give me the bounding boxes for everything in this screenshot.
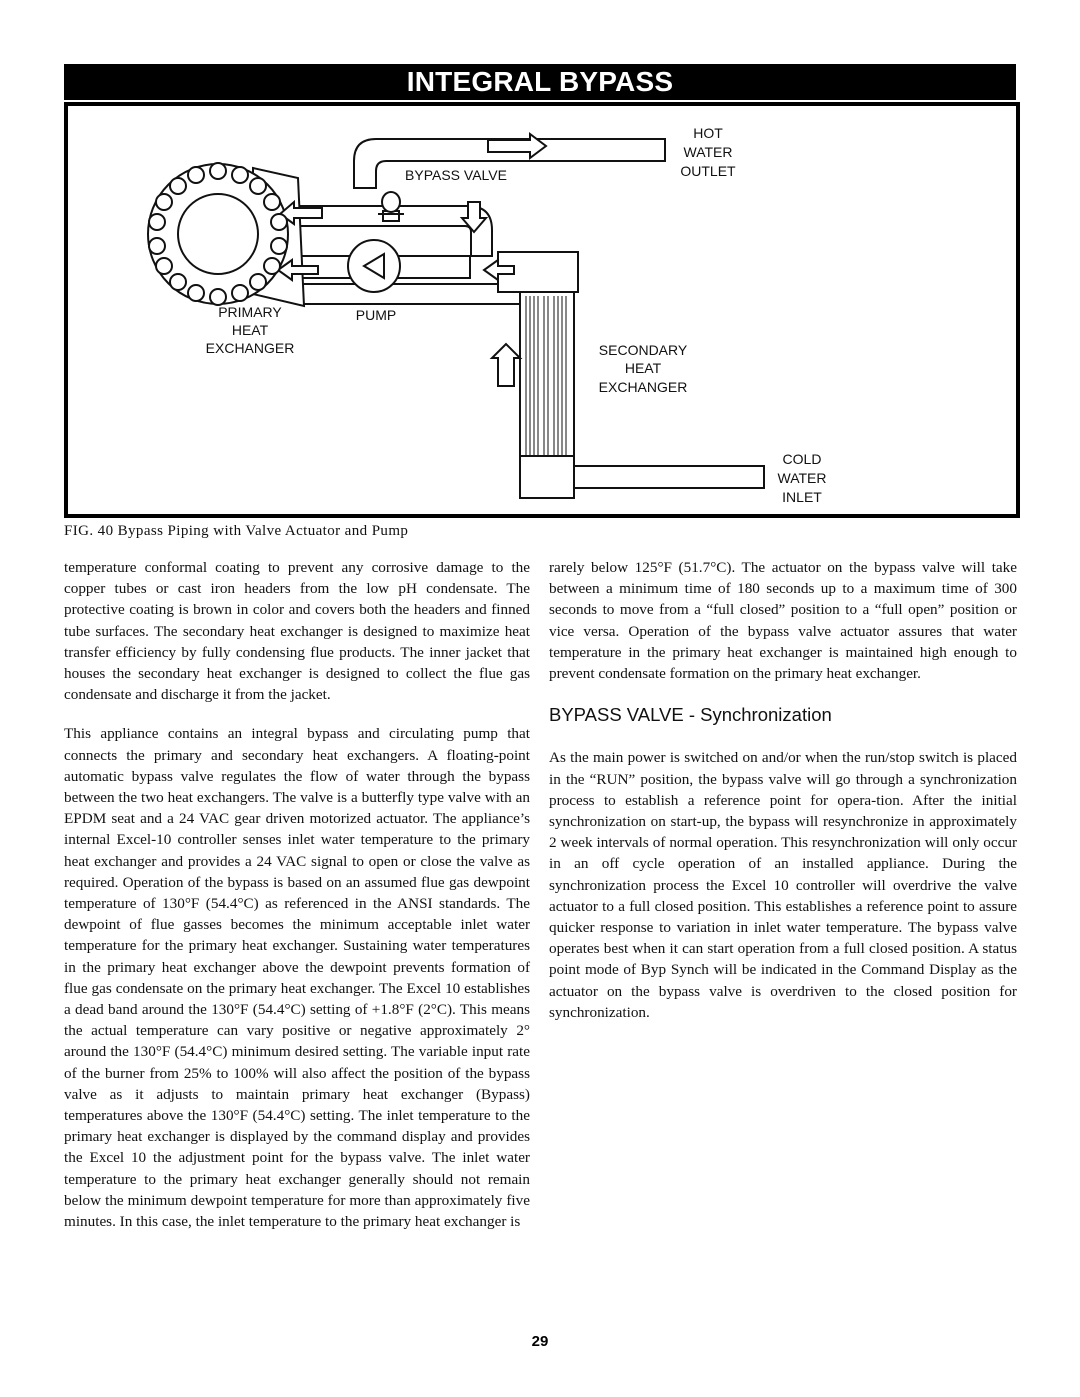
secondary-heat-exchanger-label-1: SECONDARY xyxy=(598,342,688,358)
left-paragraph-2: This appliance contains an integral bypass and circulating pump that connects the primary and secondary heat exchangers. A floating-point automatic bypass valve regulates the flow of water through the bypass between the two heat exchangers. The valve is a butterfly type valve with an EPDM seat and a 24 VAC gear driven motorized actuator. The appliance’s internal Excel-10 controller senses inlet water temperature to the primary heat exchanger and provides a 24 VAC signal to open or close the valve as required. Operation of the bypass is based on an assumed flue gas dewpoint temperature of 130°F (54.4°C) as referenced in the ANSI standards. The dewpoint of flue gasses becomes the minimum acceptable inlet water temperature for the primary heat exchanger. Sustaining water temperatures in the primary heat exchanger above the dewpoint prevents formation of flue gas condensate on the primary heat exchanger. The Excel 10 establishes a dead band around the 130°F (54.4°C) setting of +1.8°F (2°C). This means the actual temperature can vary positive or negative approximately 2° around the 130°F (54.4°C) minimum desired setting. The variable input rate of the burner from 25% to 100% will also affect the position of the bypass valve as it adjusts to maintain primary heat exchanger (Bypass) temperatures above the 130°F (54.4°C) setting. The inlet temperature to the primary heat exchanger is displayed by the command display and provides the Excel 10 the adjustment point for the bypass valve. The inlet water temperature to the primary heat exchanger generally should not remain below the minimum dewpoint temperature for more than approximately five minutes. In this case, the inlet temperature to the primary heat exchanger is xyxy=(64,725,530,1231)
primary-heat-exchanger-label-3: EXCHANGER xyxy=(205,340,295,356)
page-number: 29 xyxy=(531,1333,549,1350)
figure-caption: FIG. 40 Bypass Piping with Valve Actuator and Pump xyxy=(64,523,409,539)
bypass-valve-label: BYPASS VALVE xyxy=(405,167,507,183)
inlet-flow-arrow xyxy=(492,344,520,386)
secondary-heat-exchanger-label-2: HEAT xyxy=(624,360,662,376)
right-paragraph-2: As the main power is switched on and/or when the run/stop switch is placed in the “RUN” position, the bypass valve will go through a synchronization process to establish a reference point for opera-tion. After the initial synchronization on start-up, the bypass will resynchronize in approximately 2 week intervals of normal operation. This resynchronization will only occur in an off cycle operation of an installed appliance. During the synchronization process the Excel 10 controller will overdrive the valve actuator to a full closed position. This establishes a reference point to assure quicker response to variation in inlet water temperature. The bypass valve operates best when it can start operation from a full closed position. A status point mode of Byp Synch will be indicated in the Command Display as the actuator on the bypass valve is overdriven to the closed position for synchronization. xyxy=(549,749,1017,1021)
pump-label: PUMP xyxy=(355,307,397,323)
cold-water-inlet-label-1: COLD xyxy=(782,451,822,467)
cold-water-inlet-elbow xyxy=(520,456,574,498)
left-paragraph-1: temperature conformal coating to prevent any corrosive damage to the copper tubes or cast iron headers from the low pH condensate. The protective coating is brown in color and covers both the headers and finned tube surfaces. The secondary heat exchanger is designed to maximize heat transfer efficiency by fully condensing flue products. The inner jacket that houses the secondary heat exchanger is designed to collect the flue gas condensate and discharge it from the jacket. xyxy=(64,559,530,704)
cold-water-inlet-label-3: INLET xyxy=(782,489,822,505)
section-heading: BYPASS VALVE - Synchronization xyxy=(549,704,832,726)
left-column xyxy=(64,557,530,1232)
right-column xyxy=(549,557,1017,1023)
right-paragraph-1: rarely below 125°F (51.7°C). The actuator on the bypass valve will take between a minimum time of 180 seconds up to a maximum time of 300 seconds to move from a “full closed” position to a “full open” position or vice versa. Operation of the bypass valve actuator assures that water temperature in the primary heat exchanger is maintained high enough to prevent condensate formation on the primary heat exchanger. xyxy=(549,559,1017,683)
section-banner: INTEGRAL BYPASS xyxy=(64,64,1016,100)
primary-heat-exchanger-label-2: HEAT xyxy=(231,322,269,338)
hot-water-outlet-label-1: HOT xyxy=(693,125,723,141)
hot-water-outlet-label-3: OUTLET xyxy=(680,163,736,179)
primary-heat-exchanger-label-1: PRIMARY xyxy=(218,304,282,320)
hot-water-outlet-label-2: WATER xyxy=(683,144,733,160)
bypass-piping-diagram xyxy=(64,102,1020,518)
secondary-heat-exchanger-label-3: EXCHANGER xyxy=(598,379,688,395)
cold-water-inlet-pipe xyxy=(574,466,764,488)
cold-water-inlet-label-2: WATER xyxy=(777,470,827,486)
